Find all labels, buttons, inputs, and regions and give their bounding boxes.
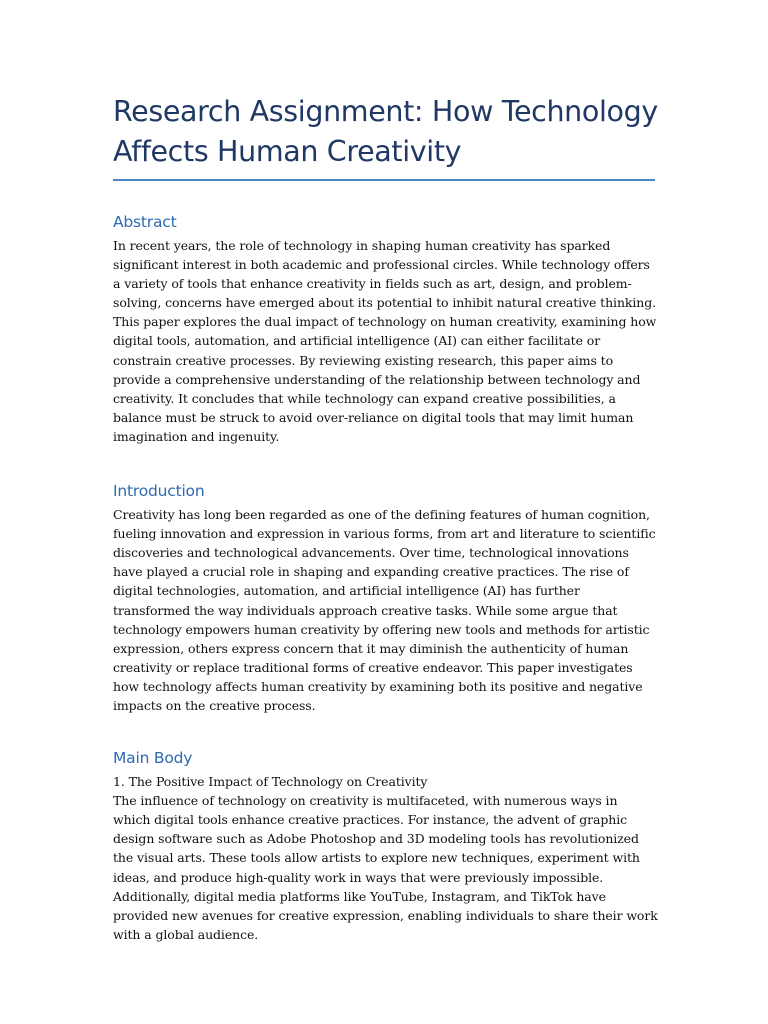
main-body-subheading: 1. The Positive Impact of Technology on Creativity xyxy=(113,774,428,790)
main-body-heading: Main Body xyxy=(113,749,193,768)
document-title: Research Assignment: How Technology Affects Human Creativity xyxy=(113,95,658,168)
title-underline-rule xyxy=(113,179,655,181)
abstract-heading: Abstract xyxy=(113,213,177,231)
abstract-paragraph: In recent years, the role of technology in shaping human creativity has sparked significant interest in both academic and professional circles. While technology offers a variety of tools that enhance creativity in fields such as art, design, and problem-solving, concerns have emerged about its potential to inhibit natural creative thinking. This paper explores the dual impact of technology on human creativity, examining how digital tools, automation, and artificial intelligence (AI) can either facilitate or constrain creative processes. By reviewing existing research, this paper aims to provide a comprehensive understanding of the relationship between technology and creativity. It concludes that while technology can expand creative possibilities, a balance must be struck to avoid over-reliance on digital tools that may limit human imagination and ingenuity. xyxy=(113,238,657,444)
introduction-heading: Introduction xyxy=(113,482,205,501)
main-body-paragraph: The influence of technology on creativity is multifaceted, with numerous ways in which digital tools enhance creative practices. For instance, the advent of graphic design software such as Adobe Photoshop and 3D modeling tools has revolutionized the visual arts. These tools allow artists to explore new techniques, experiment with ideas, and produce high-quality work in ways that were previously impossible. Additionally, digital media platforms like YouTube, Instagram, and TikTok have provided new avenues for creative expression, enabling individuals to share their work with a global audience. xyxy=(113,793,658,942)
introduction-paragraph: Creativity has long been regarded as one of the defining features of human cognition, fueling innovation and expression in various forms, from art and literature to scientific discoveries and technological advancements. Over time, technological innovations have played a crucial role in shaping and expanding creative practices. The rise of digital technologies, automation, and artificial intelligence (AI) has further transformed the way individuals approach creative tasks. While some argue that technology empowers human creativity by offering new tools and methods for artistic expression, others express concern that it may diminish the authenticity of human creativity or replace traditional forms of creative endeavor. This paper investigates how technology affects human creativity by examining both its positive and negative impacts on the creative process. xyxy=(113,507,656,713)
